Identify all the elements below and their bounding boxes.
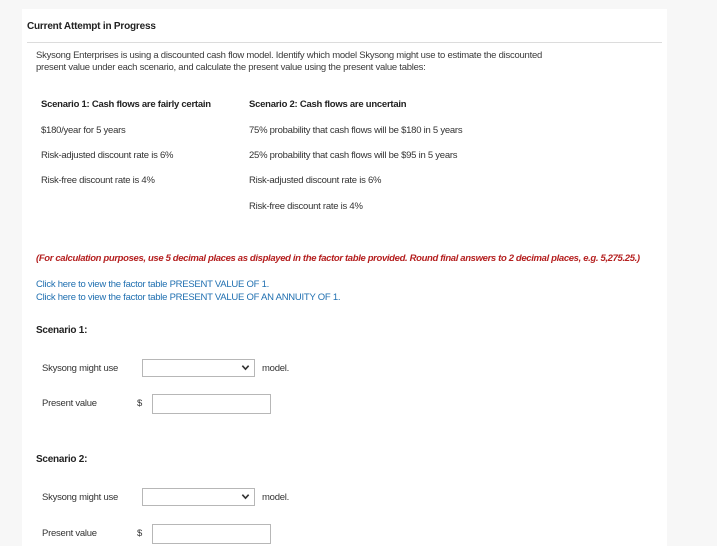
scenario2-table-row: 25% probability that cash flows will be $95 in 5 years <box>249 150 458 161</box>
scenario2-pv-input[interactable] <box>152 524 271 544</box>
scenario2-model-suffix: model. <box>262 492 290 503</box>
scenario2-table-row: 75% probability that cash flows will be $180 in 5 years <box>249 125 463 136</box>
scenario2-currency-sign: $ <box>137 528 143 539</box>
pva-factor-table-link[interactable]: Click here to view the factor table PRESENT VALUE OF AN ANNUITY OF 1. <box>36 292 341 303</box>
scenario2-heading: Scenario 2: <box>36 454 88 465</box>
scenario1-model-suffix: model. <box>262 363 290 374</box>
pv-factor-table-link[interactable]: Click here to view the factor table PRESENT VALUE OF 1. <box>36 279 269 290</box>
chevron-down-icon <box>241 363 250 372</box>
scenario1-table-row: Risk-adjusted discount rate is 6% <box>41 150 174 161</box>
question-panel <box>22 9 667 546</box>
scenario1-pv-input[interactable] <box>152 394 271 414</box>
scenario1-table-heading: Scenario 1: Cash flows are fairly certain <box>41 99 211 110</box>
scenario2-model-label: Skysong might use <box>42 492 119 503</box>
scenario1-currency-sign: $ <box>137 398 143 409</box>
intro-line-2: present value under each scenario, and calculate the present value using the present value tables: <box>36 62 426 73</box>
scenario2-table-row: Risk-adjusted discount rate is 6% <box>249 175 382 186</box>
scenario1-table-row: Risk-free discount rate is 4% <box>41 175 155 186</box>
chevron-down-icon <box>241 492 250 501</box>
question-intro <box>36 50 542 74</box>
scenario2-model-select[interactable] <box>142 488 255 506</box>
scenario1-model-label: Skysong might use <box>42 363 119 374</box>
scenario1-heading: Scenario 1: <box>36 325 88 336</box>
scenario1-table-row: $180/year for 5 years <box>41 125 126 136</box>
attempt-header: Current Attempt in Progress <box>27 21 156 32</box>
scenario2-pv-field[interactable] <box>153 527 270 545</box>
scenario2-table-heading: Scenario 2: Cash flows are uncertain <box>249 99 407 110</box>
intro-line-1: Skysong Enterprises is using a discounted cash flow model. Identify which model Skysong might use to estimate the discounted <box>36 50 543 61</box>
scenario1-model-select[interactable] <box>142 359 255 377</box>
header-divider <box>27 42 662 43</box>
scenario1-pv-label: Present value <box>42 398 97 409</box>
scenario2-table-row: Risk-free discount rate is 4% <box>249 201 363 212</box>
rounding-note: (For calculation purposes, use 5 decimal places as displayed in the factor table provided. Round final answers to 2 decimal places, e.g. 5,275.25.) <box>36 253 640 264</box>
scenario2-pv-label: Present value <box>42 528 97 539</box>
scenario1-pv-field[interactable] <box>153 397 270 415</box>
